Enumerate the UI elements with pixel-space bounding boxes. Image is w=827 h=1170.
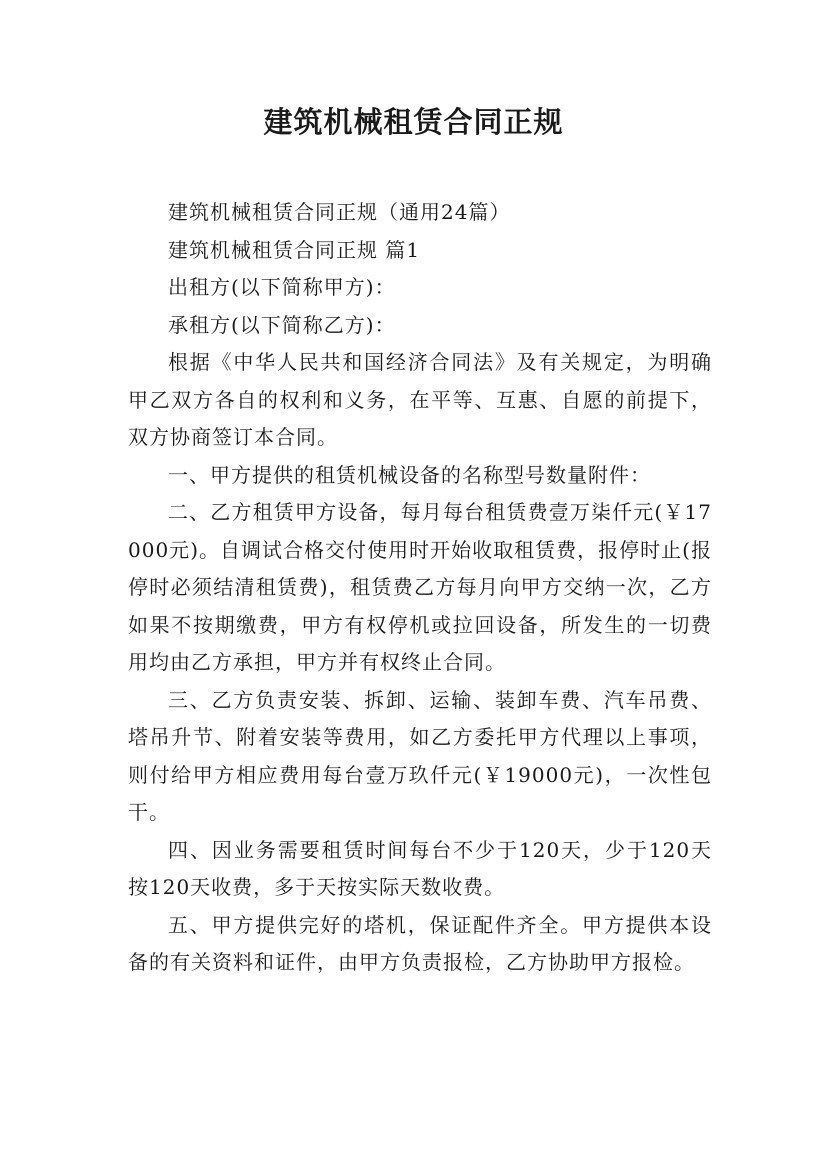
paragraph-clause-4: 四、因业务需要租赁时间每台不少于120天，少于120天按120天收费，多于天按实际天数收费。 bbox=[128, 837, 712, 899]
paragraph-clause-5: 五、甲方提供完好的塔机，保证配件齐全。甲方提供本设备的有关资料和证件，由甲方负责报检，乙方协助甲方报检。 bbox=[128, 912, 712, 974]
paragraph-section-heading: 建筑机械租赁合同正规 篇1 bbox=[168, 237, 421, 262]
paragraph-subtitle: 建筑机械租赁合同正规（通用24篇） bbox=[168, 200, 511, 224]
paragraph-clause-3: 三、乙方负责安装、拆卸、运输、装卸车费、汽车吊费、塔吊升节、附着安装等费用，如乙方委托甲方代理以上事项，则付给甲方相应费用每台壹万玖仟元(￥19000元)，一次性包干。 bbox=[128, 687, 712, 824]
document-title: 建筑机械租赁合同正规 bbox=[263, 105, 564, 139]
paragraph-preamble: 根据《中华人民共和国经济合同法》及有关规定，为明确甲乙双方各自的权利和义务，在平等、互惠、自愿的前提下，双方协商签订本合同。 bbox=[128, 350, 712, 449]
paragraph-lessee: 承租方(以下简称乙方)： bbox=[168, 312, 396, 337]
paragraph-clause-1: 一、甲方提供的租赁机械设备的名称型号数量附件： bbox=[168, 462, 651, 487]
paragraph-clause-2: 二、乙方租赁甲方设备，每月每台租赁费壹万柒仟元(￥17000元)。自调试合格交付使用时开始收取租赁费，报停时止(报停时必须结清租赁费)，租赁费乙方每月向甲方交纳一次，乙方如果不按期缴费，甲方有权停机或拉回设备，所发生的一切费用均由乙方承担，甲方并有权终止合同。 bbox=[128, 500, 712, 674]
document-body bbox=[128, 194, 712, 982]
paragraph-lessor: 出租方(以下简称甲方)： bbox=[168, 275, 396, 299]
